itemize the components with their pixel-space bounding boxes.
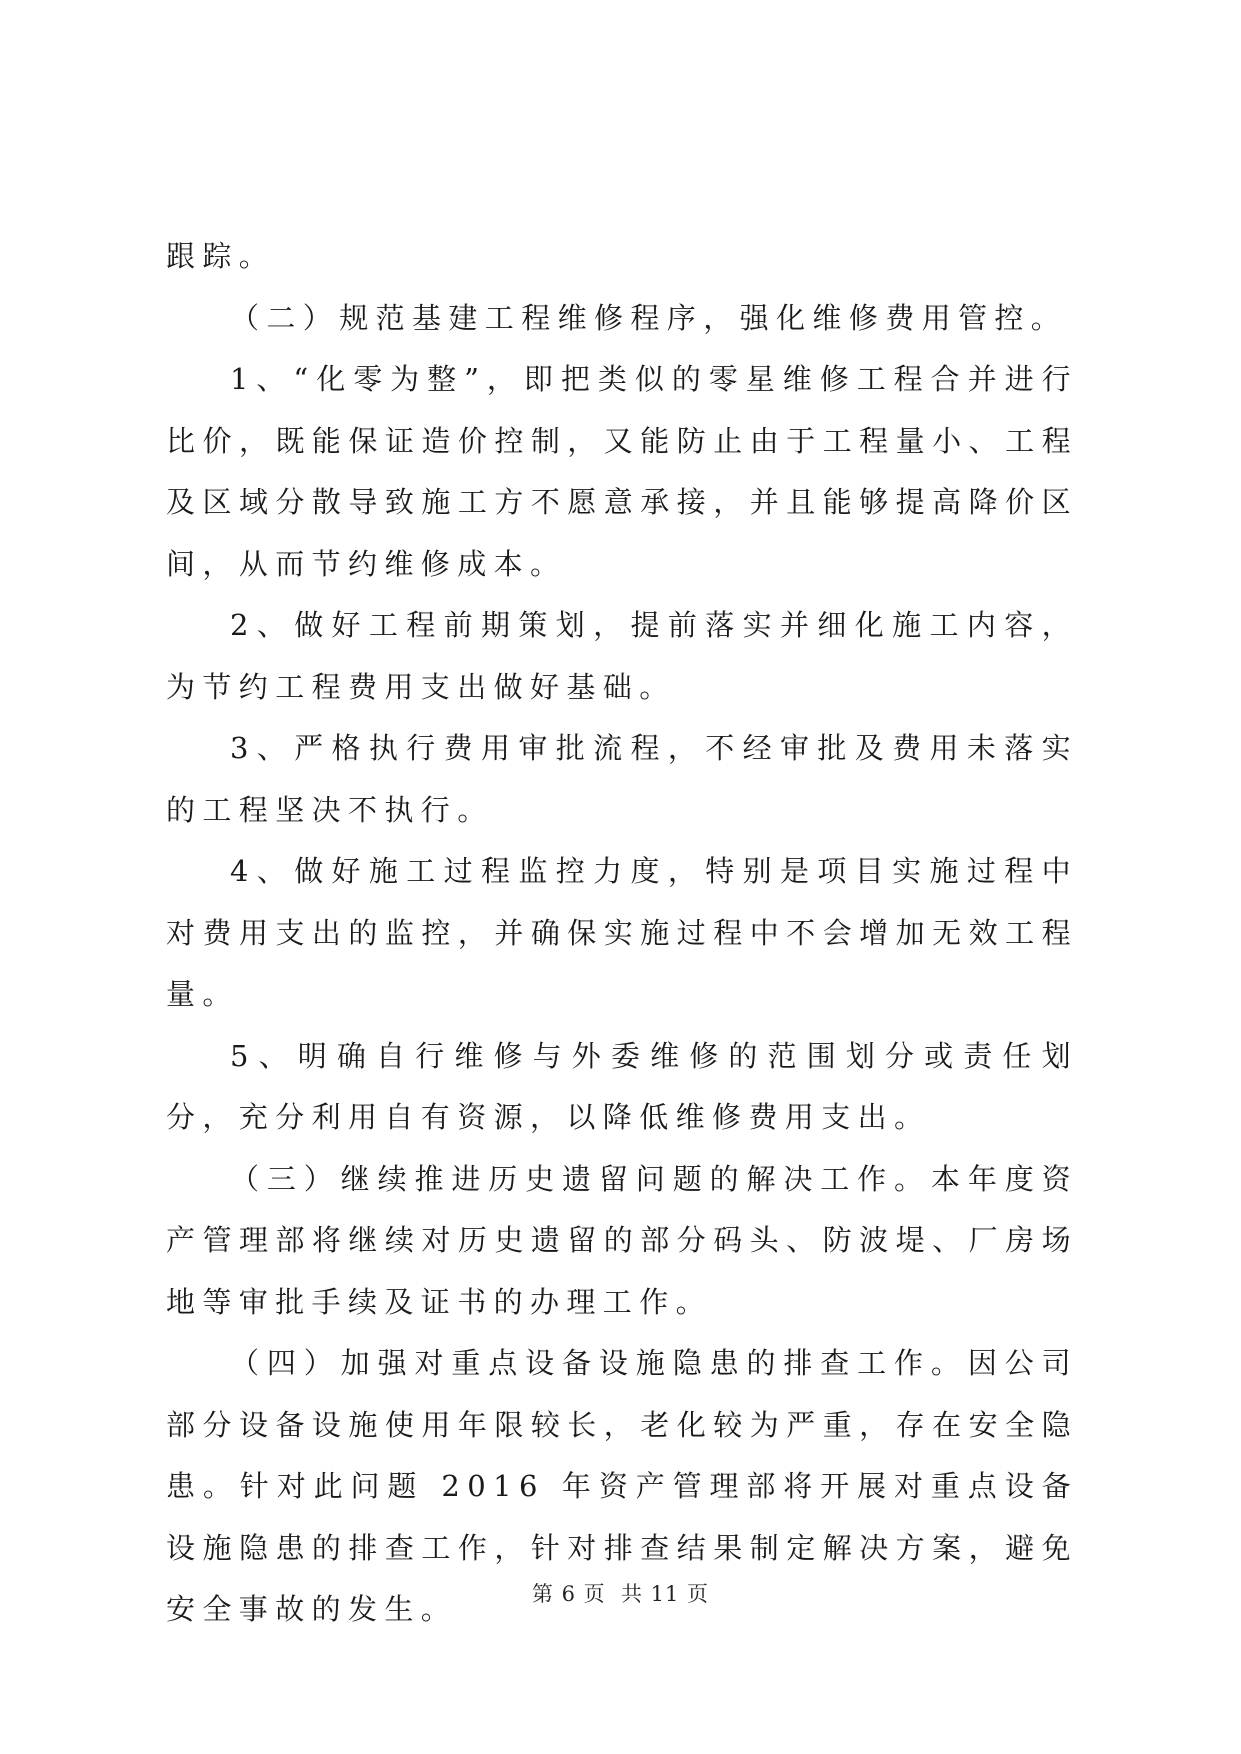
document-body [166,226,1078,1641]
list-item-1: 1、“化零为整”，即把类似的零星维修工程合并进行比价，既能保证造价控制，又能防止由于工程量小、工程及区域分散导致施工方不愿意承接，并且能够提高降价区间，从而节约维修成本。 [166,362,1078,581]
section-paragraph-3: （三）继续推进历史遗留问题的解决工作。本年度资产管理部将继续对历史遗留的部分码头、防波堤、厂房场地等审批手续及证书的办理工作。 [166,1161,1078,1319]
list-item-5: 5、明确自行维修与外委维修的范围划分或责任划分，充分利用自有资源，以降低维修费用支出。 [166,1038,1078,1134]
page-footer [0,1578,1241,1608]
page-number-label: 第 6 页 共 11 页 [531,1582,710,1606]
section-paragraph-4: （四）加强对重点设备设施隐患的排查工作。因公司部分设备设施使用年限较长，老化较为严重，存在安全隐患。针对此问题 2016 年资产管理部将开展对重点设备设施隐患的排查工作，针对排查结果制定解决方案，避免安全事故的发生。 [166,1346,1078,1626]
list-item-2: 2、做好工程前期策划，提前落实并细化施工内容，为节约工程费用支出做好基础。 [166,608,1078,704]
paragraph-continuation: 跟踪。 [166,239,276,273]
section-heading-2: （二）规范基建工程维修程序，强化维修费用管控。 [230,300,1068,335]
list-item-3: 3、严格执行费用审批流程，不经审批及费用未落实的工程坚决不执行。 [166,731,1078,827]
list-item-4: 4、做好施工过程监控力度，特别是项目实施过程中对费用支出的监控，并确保实施过程中不会增加无效工程量。 [166,854,1078,1011]
